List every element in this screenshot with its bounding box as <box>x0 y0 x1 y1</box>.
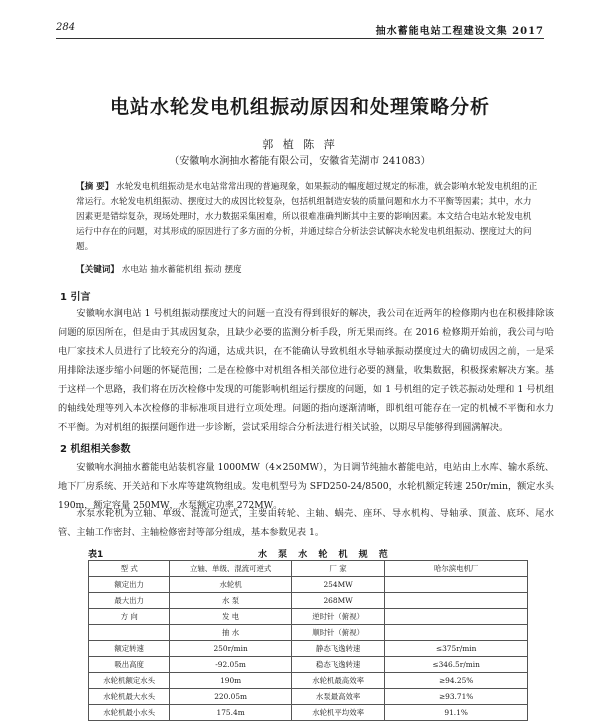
table-cell: ≥94.25% <box>385 673 528 689</box>
article-title: 电站水轮发电机组振动原因和处理策略分析 <box>109 96 490 118</box>
section-2-paragraph-1: 安徽响水涧抽水蓄能电站装机容量 1000MW（4×250MW），为日调节纯抽水蓄能电站，电站由上水库、输水系统、地下厂房系统、开关站和下水库等建筑物组成。发电机型号为 SFD250-24/8500，水轮机额定转速 250r/min，额定水头 190m，额定容量 250MW，水泵额定功率 272MW。 <box>58 462 554 511</box>
abstract-text: 水轮发电机组振动是水电站常常出现的普遍现象，如果振动的幅度超过规定的标准，就会影响水轮发电机组的正常运行。水轮发电机组振动、摆度过大的成因比较复杂，包括机组制造安装的质量问题和水力不平衡等因素；其中，水力因素更是错综复杂，现场处理时，水力数据采集困难，所以很难准确判断其中主要的影响因素。本文结合电站水轮发电机运行中存在的问题，对其形成的原因进行了多方面的分析，并通过综合分析法尝试解决水轮发电机组振动、摆度过大的问题。 <box>76 182 538 252</box>
table-cell: 立轴、单级、混流可逆式 <box>170 561 292 577</box>
table-cell: 水轮机最高效率 <box>291 673 384 689</box>
table-cell: 水 泵 <box>170 593 292 609</box>
table-cell: 逆时针（俯视） <box>291 609 384 625</box>
table-row <box>89 561 528 577</box>
table-cell <box>385 609 528 625</box>
table-cell: 顺时针（俯视） <box>291 625 384 641</box>
table-cell <box>89 625 170 641</box>
table-cell: 220.05m <box>170 689 292 705</box>
table-row <box>89 705 528 721</box>
section-1-text: 安徽响水涧电站 1 号机组振动摆度过大的问题一直没有得到很好的解决，我公司在近两年的检修期内也在积极排除该问题的原因所在，但是由于其成因复杂，且缺少必要的监测分析手段，所无果而终。在 2016 检修期开始前，我公司与哈电厂家技术人员进行了比较充分的沟通，达成共识，在不能确认导致机组水导轴承振动摆度过大的确切成因之前，一是采用排除法逐步缩小问题的怀疑范围；二是在检修中对机组各相关部位进行必要的测量，收集数据，积极探索解决方案。基于这样一个思路，我们将在历次检修中发现的可能影响机组运行摆度的问题，如 1 号机组的定子铁芯振动处理和 1 号机组的轴线处理等列入本次检修的非标准项目进行立项处理。问题的指向逐渐清晰，即机组可能存在一定的机械不平衡和水力不平衡。为对机组的振摆问题作进一步诊断，尝试采用综合分析法进行相关试验，以期尽早能够得到圆满解决。 <box>58 308 554 433</box>
table-cell <box>385 577 528 593</box>
table-cell: 190m <box>170 673 292 689</box>
table-label: 表1 <box>88 550 104 560</box>
table-cell: 型 式 <box>89 561 170 577</box>
table-cell: 250r/min <box>170 641 292 657</box>
table-cell: 方 向 <box>89 609 170 625</box>
table-cell: 额定转速 <box>89 641 170 657</box>
journal-title: 抽水蓄能电站工程建设文集 2017 <box>375 26 544 37</box>
keywords <box>76 263 540 275</box>
table-row <box>89 673 528 689</box>
table-row <box>89 625 528 641</box>
table-cell: 稳态飞逸转速 <box>291 657 384 673</box>
table-cell: 吸出高度 <box>89 657 170 673</box>
table-cell: 175.4m <box>170 705 292 721</box>
section-1-heading: 1 引言 <box>60 292 91 303</box>
table-cell: ≤346.5r/min <box>385 657 528 673</box>
table-cell: 水轮机 <box>170 577 292 593</box>
table-cell: 268MW <box>291 593 384 609</box>
table-caption <box>88 547 528 560</box>
table-cell: 哈尔滨电机厂 <box>385 561 528 577</box>
abstract <box>76 180 540 255</box>
table-cell: 水轮机最小水头 <box>89 705 170 721</box>
table-cell: -92.05m <box>170 657 292 673</box>
table-cell <box>385 625 528 641</box>
table-row <box>89 593 528 609</box>
table-cell: 水轮机平均效率 <box>291 705 384 721</box>
table-cell: 额定出力 <box>89 577 170 593</box>
table-row <box>89 609 528 625</box>
page-number: 284 <box>56 22 76 33</box>
keywords-text: 水电站 抽水蓄能机组 振动 摆度 <box>121 265 242 275</box>
turbine-spec-table <box>88 560 528 721</box>
keywords-label: 【关键词】 <box>76 265 119 275</box>
table-cell: 发 电 <box>170 609 292 625</box>
table-row <box>89 577 528 593</box>
section-2-heading: 2 机组相关参数 <box>60 444 131 455</box>
table-cell: 厂 家 <box>291 561 384 577</box>
table-row <box>89 641 528 657</box>
running-header <box>56 20 544 39</box>
table-cell: 91.1% <box>385 705 528 721</box>
table-cell: 抽 水 <box>170 625 292 641</box>
table-cell <box>385 593 528 609</box>
table-cell: ≤375r/min <box>385 641 528 657</box>
affiliation: （安徽响水涧抽水蓄能有限公司，安徽省芜湖市 241083） <box>169 156 431 167</box>
abstract-label: 【摘 要】 <box>76 182 114 192</box>
section-2-paragraph-2: 水泵水轮机为立轴、单级、混流可逆式，主要由转轮、主轴、蜗壳、座环、导水机构、导轴承、顶盖、底环、尾水管、主轴工作密封、主轴检修密封等部分组成，基本参数见表 1。 <box>58 508 554 538</box>
table-title: 水 泵 水 轮 机 规 范 <box>258 550 392 560</box>
table-cell: 最大出力 <box>89 593 170 609</box>
authors: 郭 植 陈 萍 <box>262 138 338 151</box>
table-cell: 水轮机额定水头 <box>89 673 170 689</box>
table-row <box>89 657 528 673</box>
table-cell: ≥93.71% <box>385 689 528 705</box>
table-cell: 水轮机最大水头 <box>89 689 170 705</box>
table-cell: 静态飞逸转速 <box>291 641 384 657</box>
table-cell: 水泵最高效率 <box>291 689 384 705</box>
table-row <box>89 689 528 705</box>
table-cell: 254MW <box>291 577 384 593</box>
